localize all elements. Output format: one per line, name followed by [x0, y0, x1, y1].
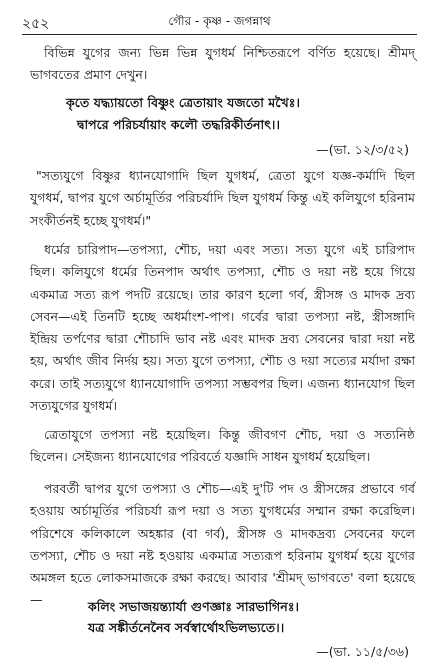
- running-title: গৌর - কৃষ্ণ - জগন্নাথ: [168, 14, 271, 28]
- verse-1-reference: —(ভা. ১২/৩/৫২): [316, 142, 409, 157]
- verse-1-line-1: কৃতে যদ্ধ্যায়তো বিষ্ণুং ত্রেতায়াং যজতো মখৈঃ।: [66, 95, 301, 110]
- paragraph-quote: "সত্যযুগে বিষ্ণুর ধ্যানযোগাদি ছিল যুগধর্ম, ত্রেতা যুগে যজ্ঞ-কর্মাদি ছিল যুগধর্ম, দ্বাপর যুগে অর্চামূর্তির পরিচর্যাদি ছিল যুগধর্ম কিন্তু এই কলিযুগে হরিনাম সংকীর্তনই হচ্ছে যুগধর্ম।": [30, 168, 415, 228]
- verse-2-line-1: কলিং সভাজয়ন্ত্যার্যা গুণজ্ঞাঃ সারভাগিনঃ।: [88, 599, 300, 614]
- header-rule: [22, 34, 417, 35]
- paragraph-dharma: ধর্মের চারিপাদ—তপস্যা, শৌচ, দয়া এবং সত্য। সত্য যুগে এই চারিপাদ ছিল। কলিযুগে ধর্মের তিনপাদ অর্থাৎ তপস্যা, শৌচ ও দয়া নষ্ট হয়ে গিয়ে একমাত্র সত্য রূপ পদটি রয়েছে। তার কারণ হলো গর্ব, স্ত্রীসঙ্গ ও মাদক দ্রব্য সেবন—এই তিনটি হচ্ছে অধর্মাংশ-পাপ। গর্বের দ্বারা তপস্যা নষ্ট, স্ত্রীসঙ্গাদি ইন্দ্রিয় তর্পণের দ্বারা শৌচাদি ভাব নষ্ট এবং মাদক দ্রব্য সেবনের দ্বারা দয়া নষ্ট হয়, অর্থাৎ জীব নির্দয় হয়। সত্য যুগে তপস্যা, শৌচ ও দয়া সত্যের মর্যাদা রক্ষা করে। তাই সত্যযুগে ধ্যানযোগাদি তপস্যা সম্ভবপর ছিল। এজন্য ধ্যানযোগ ছিল সত্যযুগের যুগধর্ম।: [30, 242, 415, 414]
- paragraph-treta: ত্রেতাযুগে তপস্যা নষ্ট হয়েছিল। কিন্তু জীবগণ শৌচ, দয়া ও সত্যনিষ্ঠ ছিলেন। সেইজন্য ধ্যানযোগের পরিবর্তে যজ্ঞাদি সাধন যুগধর্ম হয়েছিল।: [30, 427, 415, 465]
- verse-2-reference: —(ভা. ১১/৫/৩৬): [316, 644, 409, 659]
- page-header: [22, 12, 417, 32]
- verse-1-line-2: দ্বাপরে পরিচর্যায়াং কলৌ তদ্ধরিকীর্তনাৎ।।: [77, 117, 280, 132]
- paragraph-dvapara: পরবর্তী দ্বাপর যুগে তপস্যা ও শৌচ—এই দু'টি পদ ও স্ত্রীসঙ্গের প্রভাবে গর্ব হওয়ায় অর্চামূর্তির পরিচর্যা রূপ দয়া ও সত্য যুগধর্মের সম্মান রক্ষা করেছিল। পরিশেষে কলিকালে অহঙ্কার (বা গর্ব), স্ত্রীসঙ্গ ও মাদকদ্রব্য সেবনের ফলে তপস্যা, শৌচ ও দয়া নষ্ট হওয়ায় একমাত্র সত্যরূপ হরিনাম যুগধর্ম হয়ে যুগের অমঙ্গল হতে লোকসমাজকে রক্ষা করছে। আবার 'শ্রীমদ্ ভাগবতে' বলা হয়েছে—: [30, 481, 415, 608]
- page-number: ২৫২: [22, 16, 50, 32]
- paragraph-intro: বিভিন্ন যুগের জন্য ভিন্ন ভিন্ন যুগধর্ম নিশ্চিতরূপে বর্ণিত হয়েছে। শ্রীমদ্ ভাগবতের প্রমাণ দেখুন।: [30, 45, 415, 83]
- verse-2-line-2: যত্র সঙ্কীর্তনেনৈব সর্বস্বার্থোঽভিলভ্যতে।।: [88, 620, 285, 635]
